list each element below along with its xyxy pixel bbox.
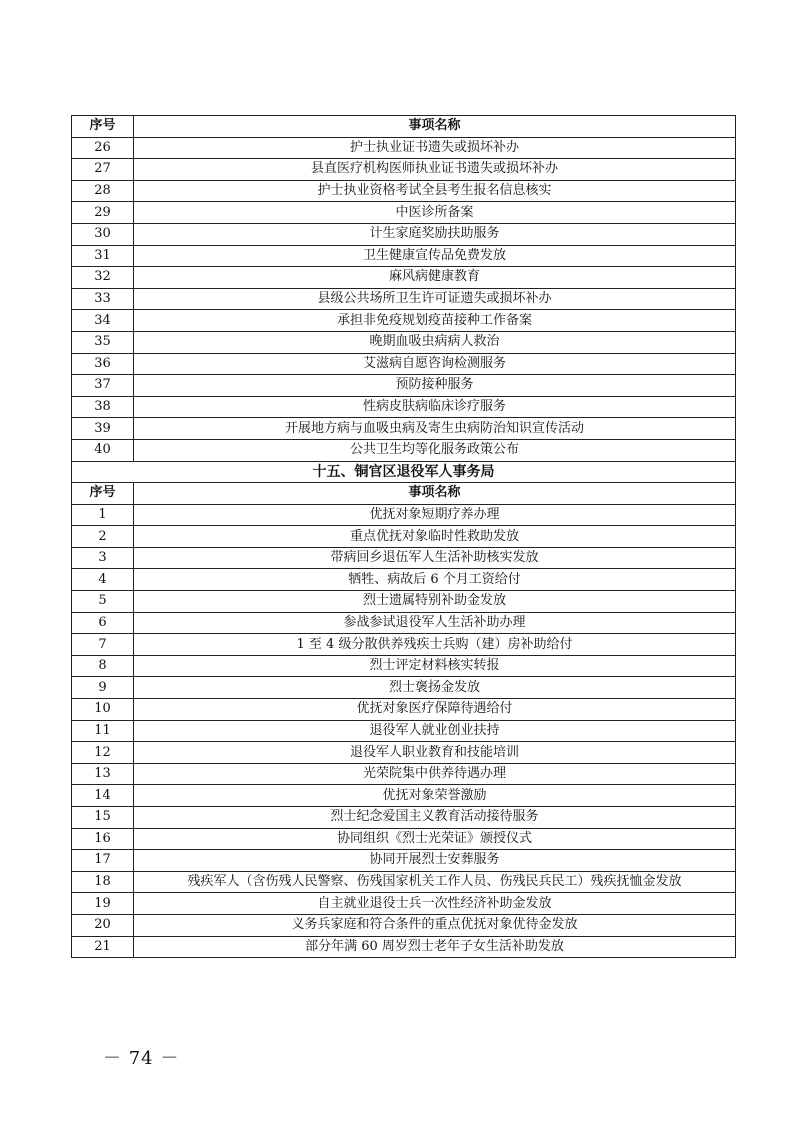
row-number: 16 [72, 828, 134, 850]
row-number: 20 [72, 914, 134, 936]
table-row [72, 828, 736, 850]
table-row [72, 439, 736, 461]
table-row [72, 763, 736, 785]
table-row [72, 267, 736, 289]
row-item-name: 麻风病健康教育 [134, 267, 736, 289]
table-row [72, 569, 736, 591]
row-number: 7 [72, 634, 134, 656]
table-row [72, 699, 736, 721]
row-item-name: 中医诊所备案 [134, 202, 736, 224]
row-number: 39 [72, 418, 134, 440]
table-header-row [72, 116, 736, 138]
row-number: 37 [72, 375, 134, 397]
row-item-name: 公共卫生均等化服务政策公布 [134, 439, 736, 461]
row-item-name: 牺牲、病故后 6 个月工资给付 [134, 569, 736, 591]
row-item-name: 开展地方病与血吸虫病及寄生虫病防治知识宣传活动 [134, 418, 736, 440]
row-number: 15 [72, 807, 134, 829]
table-row [72, 720, 736, 742]
row-item-name: 退役军人就业创业扶持 [134, 720, 736, 742]
table-row [72, 288, 736, 310]
table-row [72, 591, 736, 613]
row-item-name: 光荣院集中供养待遇办理 [134, 763, 736, 785]
table-row [72, 180, 736, 202]
row-number: 13 [72, 763, 134, 785]
row-number: 1 [72, 504, 134, 526]
section-title-row [72, 461, 736, 483]
row-item-name: 县级公共场所卫生许可证遗失或损坏补办 [134, 288, 736, 310]
row-number: 26 [72, 137, 134, 159]
row-number: 10 [72, 699, 134, 721]
row-number: 2 [72, 526, 134, 548]
row-number: 31 [72, 245, 134, 267]
row-item-name: 性病皮肤病临床诊疗服务 [134, 396, 736, 418]
row-number: 11 [72, 720, 134, 742]
table-row [72, 936, 736, 958]
row-number: 36 [72, 353, 134, 375]
row-number: 9 [72, 677, 134, 699]
row-item-name: 协同开展烈士安葬服务 [134, 850, 736, 872]
row-number: 38 [72, 396, 134, 418]
header-no: 序号 [72, 116, 134, 138]
row-number: 6 [72, 612, 134, 634]
row-number: 33 [72, 288, 134, 310]
row-item-name: 残疾军人（含伤残人民警察、伤残国家机关工作人员、伤残民兵民工）残疾抚恤金发放 [134, 871, 736, 893]
row-item-name: 烈士纪念爱国主义教育活动接待服务 [134, 807, 736, 829]
row-item-name: 义务兵家庭和符合条件的重点优抚对象优待金发放 [134, 914, 736, 936]
table-row [72, 331, 736, 353]
table-row [72, 742, 736, 764]
row-item-name: 部分年满 60 周岁烈士老年子女生活补助发放 [134, 936, 736, 958]
row-item-name: 承担非免疫规划疫苗接种工作备案 [134, 310, 736, 332]
row-item-name: 艾滋病自愿咨询检测服务 [134, 353, 736, 375]
row-number: 32 [72, 267, 134, 289]
table-row [72, 418, 736, 440]
table-row [72, 526, 736, 548]
row-item-name: 烈士评定材料核实转报 [134, 655, 736, 677]
header-name: 事项名称 [134, 116, 736, 138]
row-number: 12 [72, 742, 134, 764]
row-item-name: 优抚对象荣誉激励 [134, 785, 736, 807]
table-row [72, 807, 736, 829]
table-row [72, 634, 736, 656]
row-number: 5 [72, 591, 134, 613]
service-items-table [71, 115, 736, 958]
row-number: 18 [72, 871, 134, 893]
row-item-name: 协同组织《烈士光荣证》颁授仪式 [134, 828, 736, 850]
row-item-name: 带病回乡退伍军人生活补助核实发放 [134, 547, 736, 569]
page-number: － 74 － [103, 1048, 180, 1069]
header-name: 事项名称 [134, 483, 736, 505]
row-item-name: 优抚对象短期疗养办理 [134, 504, 736, 526]
row-item-name: 护士执业证书遗失或损坏补办 [134, 137, 736, 159]
row-number: 3 [72, 547, 134, 569]
row-number: 29 [72, 202, 134, 224]
row-number: 35 [72, 331, 134, 353]
table-row [72, 310, 736, 332]
table-row [72, 202, 736, 224]
table-header-row [72, 483, 736, 505]
row-item-name: 卫生健康宣传品免费发放 [134, 245, 736, 267]
table-row [72, 159, 736, 181]
row-item-name: 县直医疗机构医师执业证书遗失或损坏补办 [134, 159, 736, 181]
row-item-name: 烈士遗属特别补助金发放 [134, 591, 736, 613]
table-row [72, 850, 736, 872]
row-number: 17 [72, 850, 134, 872]
table-row [72, 871, 736, 893]
row-item-name: 预防接种服务 [134, 375, 736, 397]
table-row [72, 353, 736, 375]
table-row [72, 396, 736, 418]
row-item-name: 烈士褒扬金发放 [134, 677, 736, 699]
table-row [72, 893, 736, 915]
table-row [72, 655, 736, 677]
row-number: 4 [72, 569, 134, 591]
section-title: 十五、铜官区退役军人事务局 [72, 461, 736, 483]
row-number: 30 [72, 223, 134, 245]
row-item-name: 晚期血吸虫病病人救治 [134, 331, 736, 353]
row-item-name: 退役军人职业教育和技能培训 [134, 742, 736, 764]
header-no: 序号 [72, 483, 134, 505]
row-item-name: 1 至 4 级分散供养残疾士兵购（建）房补助给付 [134, 634, 736, 656]
row-number: 21 [72, 936, 134, 958]
row-item-name: 参战参试退役军人生活补助办理 [134, 612, 736, 634]
row-item-name: 护士执业资格考试全县考生报名信息核实 [134, 180, 736, 202]
row-number: 34 [72, 310, 134, 332]
table-row [72, 547, 736, 569]
table-row [72, 223, 736, 245]
row-item-name: 优抚对象医疗保障待遇给付 [134, 699, 736, 721]
table-body [72, 116, 736, 958]
row-number: 8 [72, 655, 134, 677]
row-number: 40 [72, 439, 134, 461]
table-row [72, 612, 736, 634]
row-item-name: 计生家庭奖励扶助服务 [134, 223, 736, 245]
row-item-name: 自主就业退役士兵一次性经济补助金发放 [134, 893, 736, 915]
table-row [72, 375, 736, 397]
row-number: 27 [72, 159, 134, 181]
table-row [72, 914, 736, 936]
table-row [72, 245, 736, 267]
table-row [72, 504, 736, 526]
table-row [72, 785, 736, 807]
row-number: 28 [72, 180, 134, 202]
table-row [72, 677, 736, 699]
row-number: 14 [72, 785, 134, 807]
row-item-name: 重点优抚对象临时性救助发放 [134, 526, 736, 548]
table-row [72, 137, 736, 159]
row-number: 19 [72, 893, 134, 915]
